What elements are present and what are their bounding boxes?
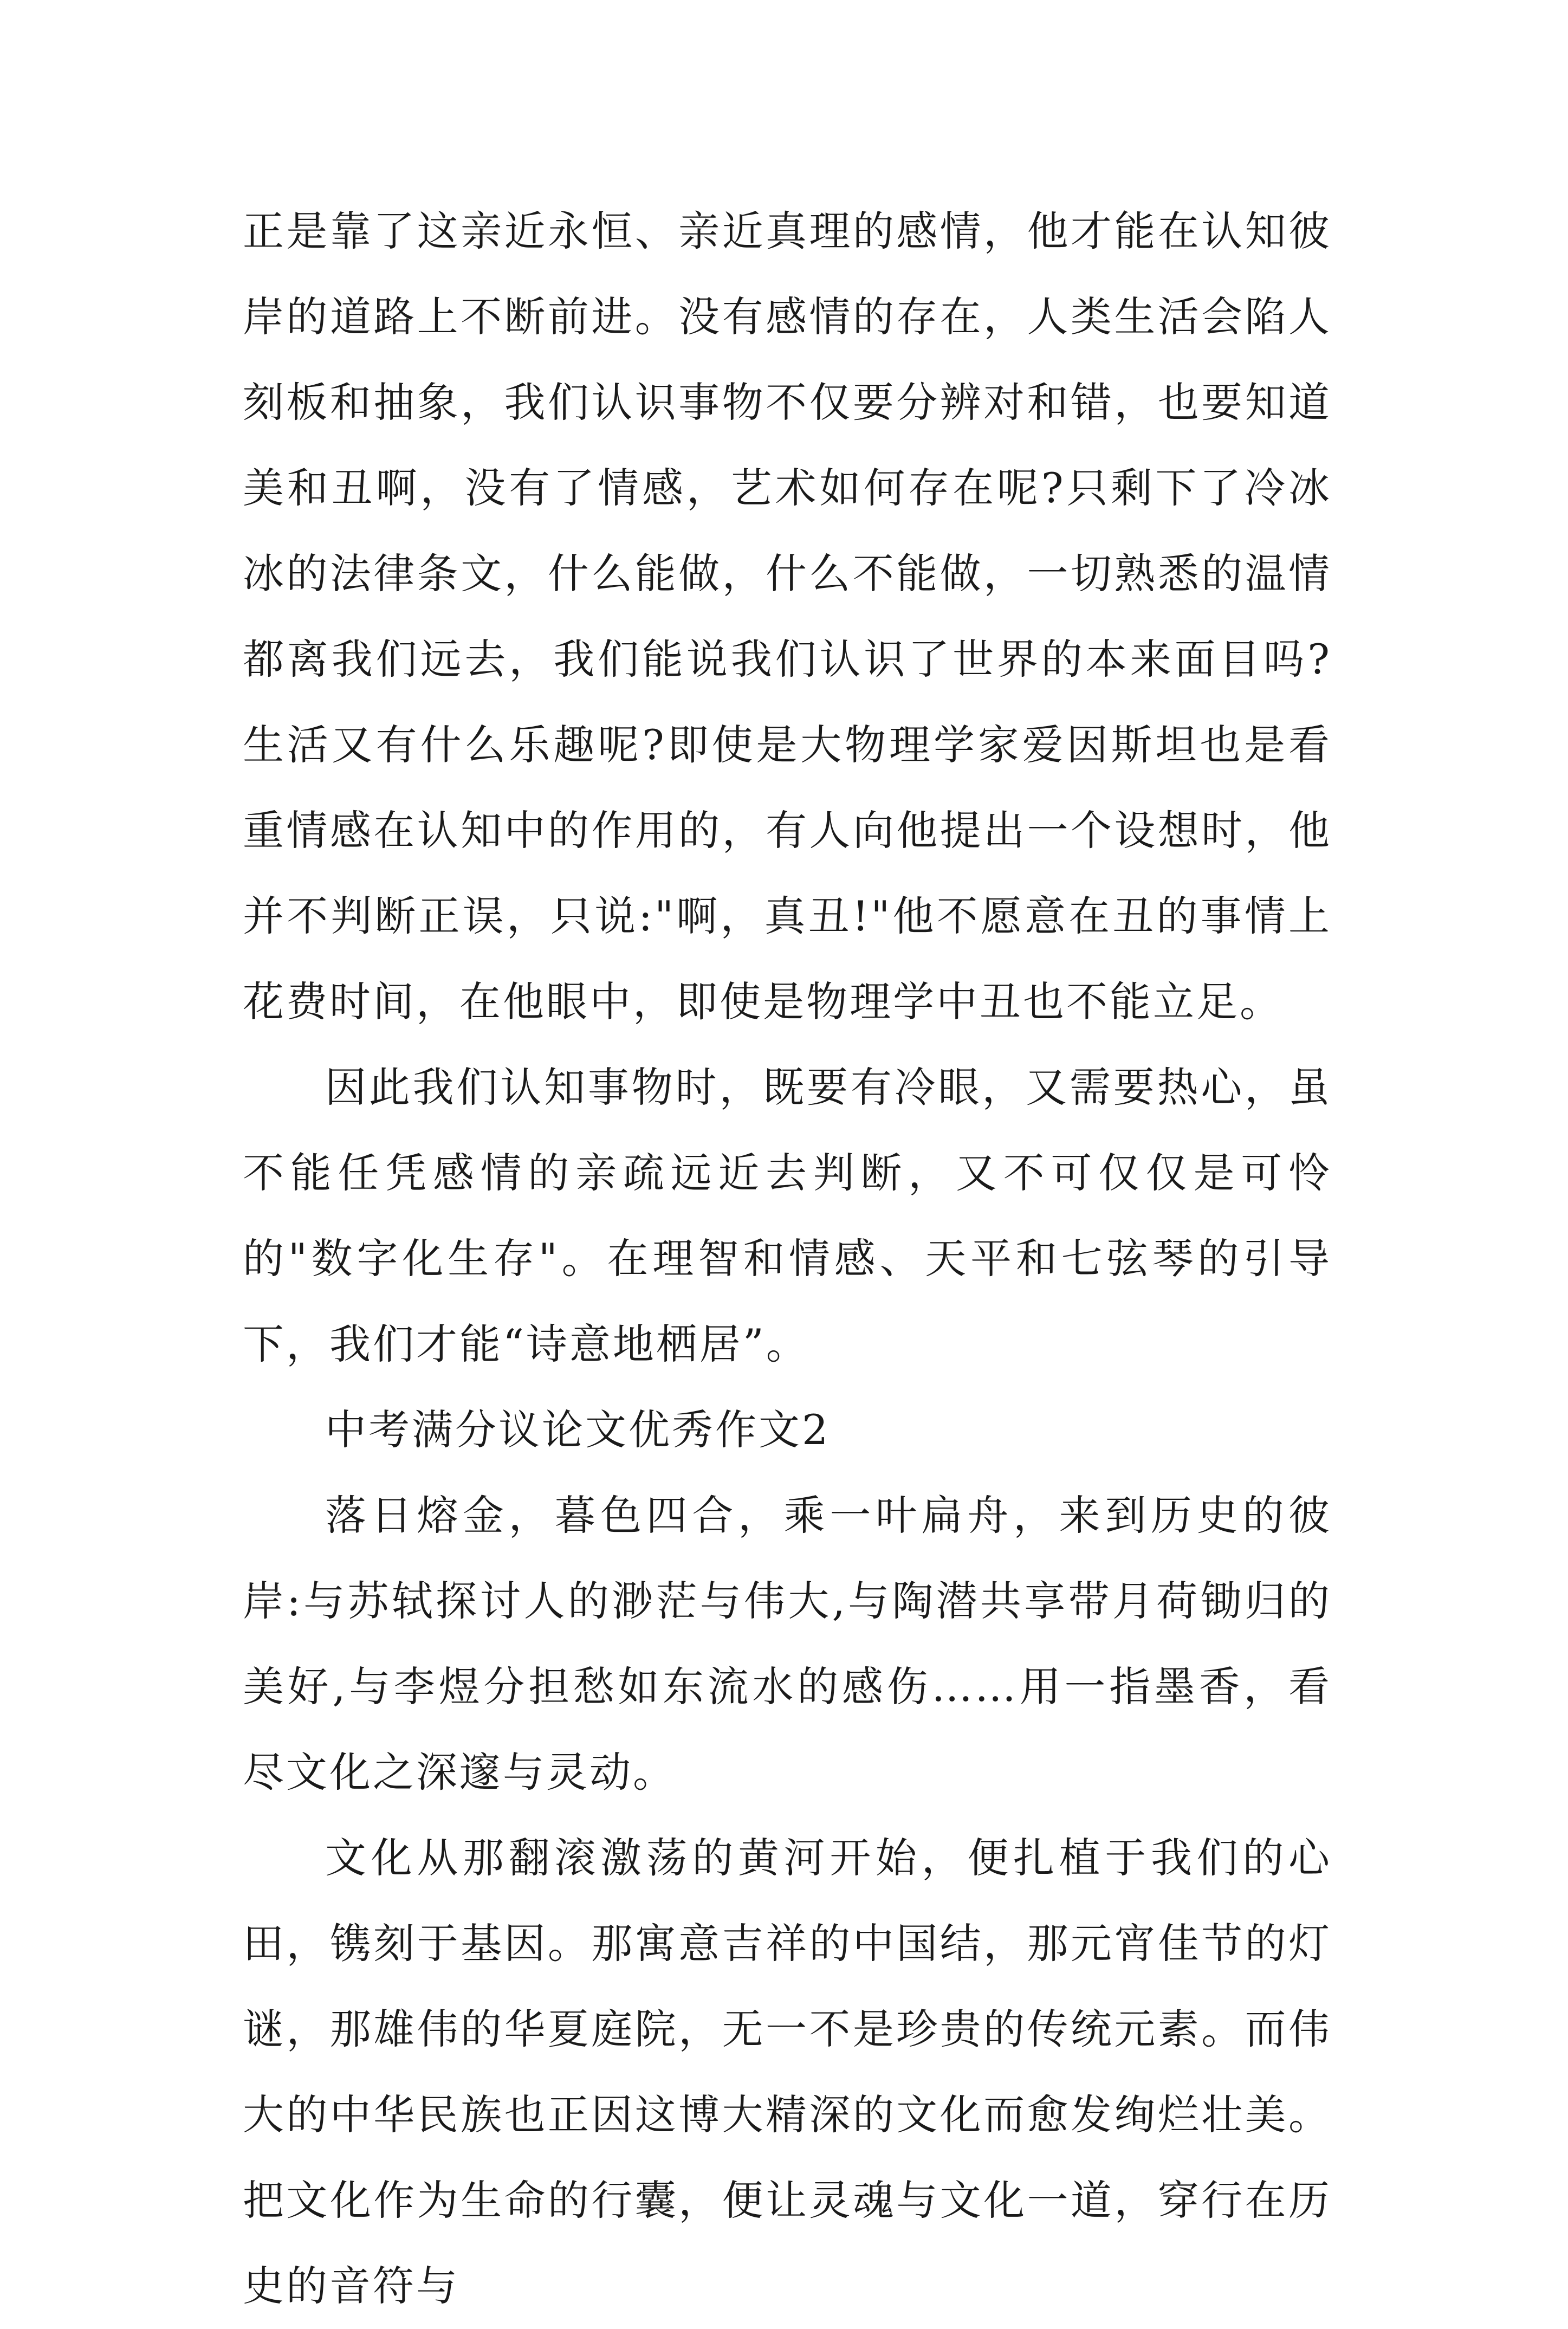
essay-title: 中考满分议论文优秀作文2 xyxy=(325,1406,831,1454)
document-body xyxy=(243,189,1332,2329)
paragraph-2: 因此我们认知事物时，既要有冷眼，又需要热心，虽不能任凭感情的亲疏远近去判断，又不可仅仅是可怜的"数字化生存"。在理智和情感、天平和七弦琴的引导下，我们才能“诗意地栖居”。 xyxy=(243,1063,1332,1368)
paragraph-1: 正是靠了这亲近永恒、亲近真理的感情，他才能在认知彼岸的道路上不断前进。没有感情的存在，人类生活会陷人刻板和抽象，我们认识事物不仅要分辨对和错，也要知道美和丑啊，没有了情感，艺术如何存在呢?只剩下了冷冰冰的法律条文，什么能做，什么不能做，一切熟悉的温情都离我们远去，我们能说我们认识了世界的本来面目吗?生活又有什么乐趣呢?即使是大物理学家爱因斯坦也是看重情感在认知中的作用的，有人向他提出一个设想时，他并不判断正误，只说:"啊，真丑!"他不愿意在丑的事情上花费时间，在他眼中，即使是物理学中丑也不能立足。 xyxy=(243,207,1332,1026)
paragraph-4: 文化从那翻滚激荡的黄河开始，便扎植于我们的心田，镌刻于基因。那寓意吉祥的中国结，那元宵佳节的灯谜，那雄伟的华夏庭院，无一不是珍贵的传统元素。而伟大的中华民族也正因这博大精深的文化而愈发绚烂壮美。 把文化作为生命的行囊，便让灵魂与文化一道，穿行在历史的音符与 xyxy=(243,1834,1332,2310)
paragraph-3: 落日熔金，暮色四合，乘一叶扁舟，来到历史的彼岸:与苏轼探讨人的渺茫与伟大,与陶潜共享带月荷锄归的美好,与李煜分担愁如东流水的感伤……用一指墨香，看尽文化之深邃与灵动。 xyxy=(243,1491,1332,1796)
